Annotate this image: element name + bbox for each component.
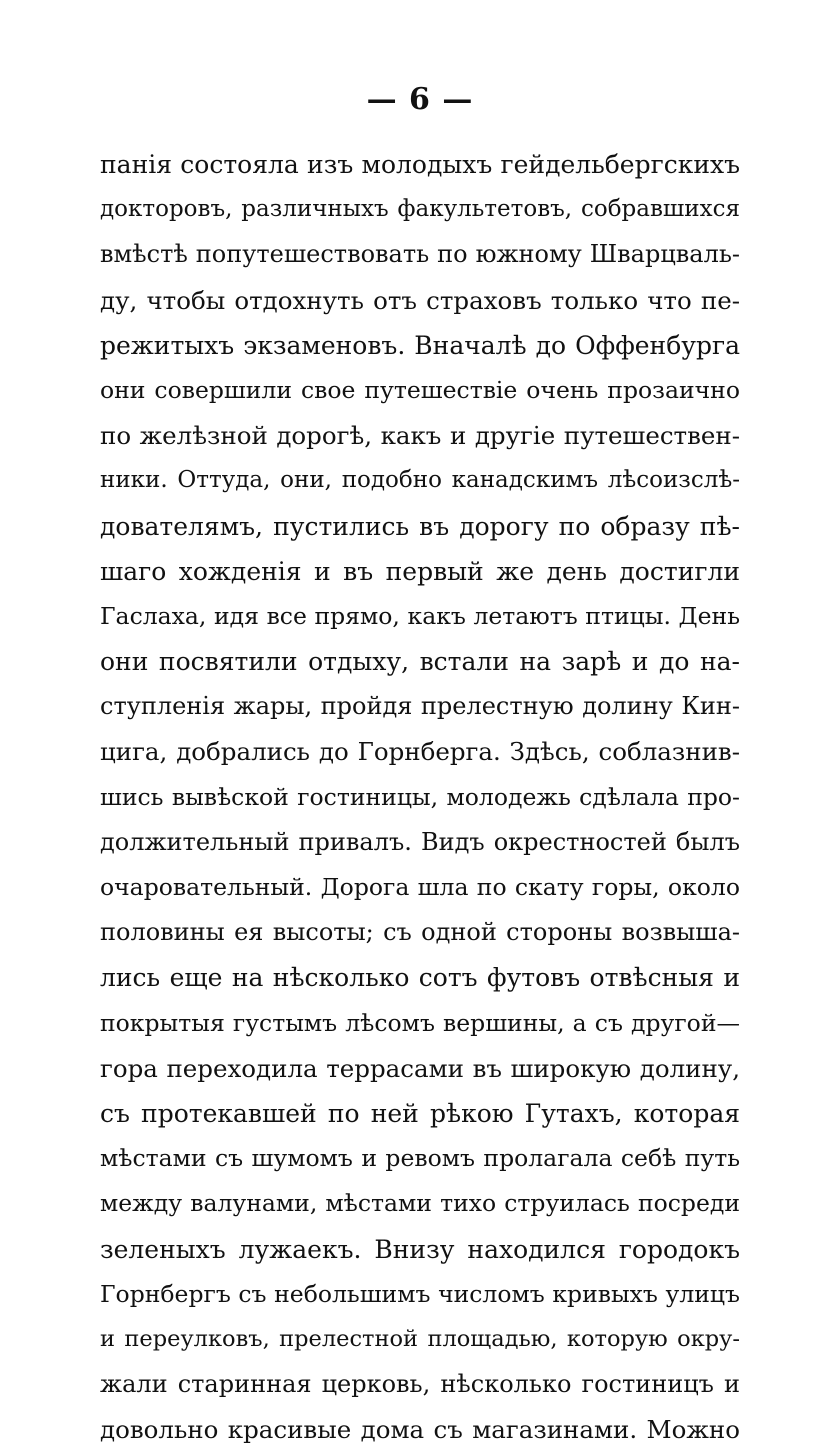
text-line: режитыхъ экзаменовъ. Вначалѣ до Оффенбурга <box>100 330 740 360</box>
text-line: ники. Оттуда, они, подобно канадскимъ лѣсоизслѣ- <box>100 467 740 494</box>
text-line: панія состояла изъ молодыхъ гейдельбергскихъ <box>100 150 740 179</box>
text-line: должительный привалъ. Видъ окрестностей былъ <box>100 827 740 856</box>
text-line: по желѣзной дорогѣ, какъ и другіе путешествен- <box>100 421 740 451</box>
text-line: мѣстами съ шумомъ и ревомъ пролагала себѣ путь <box>100 1144 740 1173</box>
text-line: лись еще на нѣсколько сотъ футовъ отвѣсныя и <box>100 963 740 993</box>
text-line: очаровательный. Дорога шла по скату горы, около <box>100 873 740 901</box>
text-body <box>100 142 740 1452</box>
text-line: зеленыхъ лужаекъ. Внизу находился городокъ <box>100 1234 740 1264</box>
text-line: они посвятили отдыху, встали на зарѣ и до на- <box>100 647 740 677</box>
text-line: дователямъ, пустились въ дорогу по образу пѣ- <box>100 511 740 541</box>
text-line: гора переходила террасами въ широкую долину, <box>100 1053 740 1083</box>
text-line: и переулковъ, прелестной площадью, которую окру- <box>100 1325 740 1352</box>
text-line: они совершили свое путешествіе очень прозаично <box>100 375 740 404</box>
text-line: довольно красивые дома съ магазинами. Можно <box>100 1415 740 1445</box>
text-line: ступленія жары, пройдя прелестную долину Кин- <box>100 692 740 721</box>
text-line: покрытыя густымъ лѣсомъ вершины, а съ другой— <box>100 1008 740 1037</box>
text-line: вмѣстѣ попутешествовать по южному Шварцваль- <box>100 240 740 269</box>
text-line: съ протекавшей по ней рѣкою Гутахъ, которая <box>100 1098 740 1128</box>
text-line: между валунами, мѣстами тихо струилась посреди <box>100 1189 740 1218</box>
text-line: ду, чтобы отдохнуть отъ страховъ только что пе- <box>100 285 740 315</box>
text-line: докторовъ, различныхъ факультетовъ, собравшихся <box>100 196 740 223</box>
text-line: половины ея высоты; съ одной стороны возвыша- <box>100 918 740 947</box>
text-line: цига, добрались до Горнберга. Здѣсь, соблазнив- <box>100 737 740 767</box>
text-line: жали старинная церковь, нѣсколько гостиницъ и <box>100 1370 740 1399</box>
text-line: шаго хожденія и въ первый же день достигли <box>100 556 740 586</box>
text-line: Гаслаха, идя все прямо, какъ летаютъ птицы. День <box>100 601 740 630</box>
page-number: — 6 — <box>366 82 474 117</box>
text-line: шись вывѣской гостиницы, молодежь сдѣлала про- <box>100 782 740 811</box>
text-line: Горнбергъ съ небольшимъ числомъ кривыхъ улицъ <box>100 1279 740 1308</box>
